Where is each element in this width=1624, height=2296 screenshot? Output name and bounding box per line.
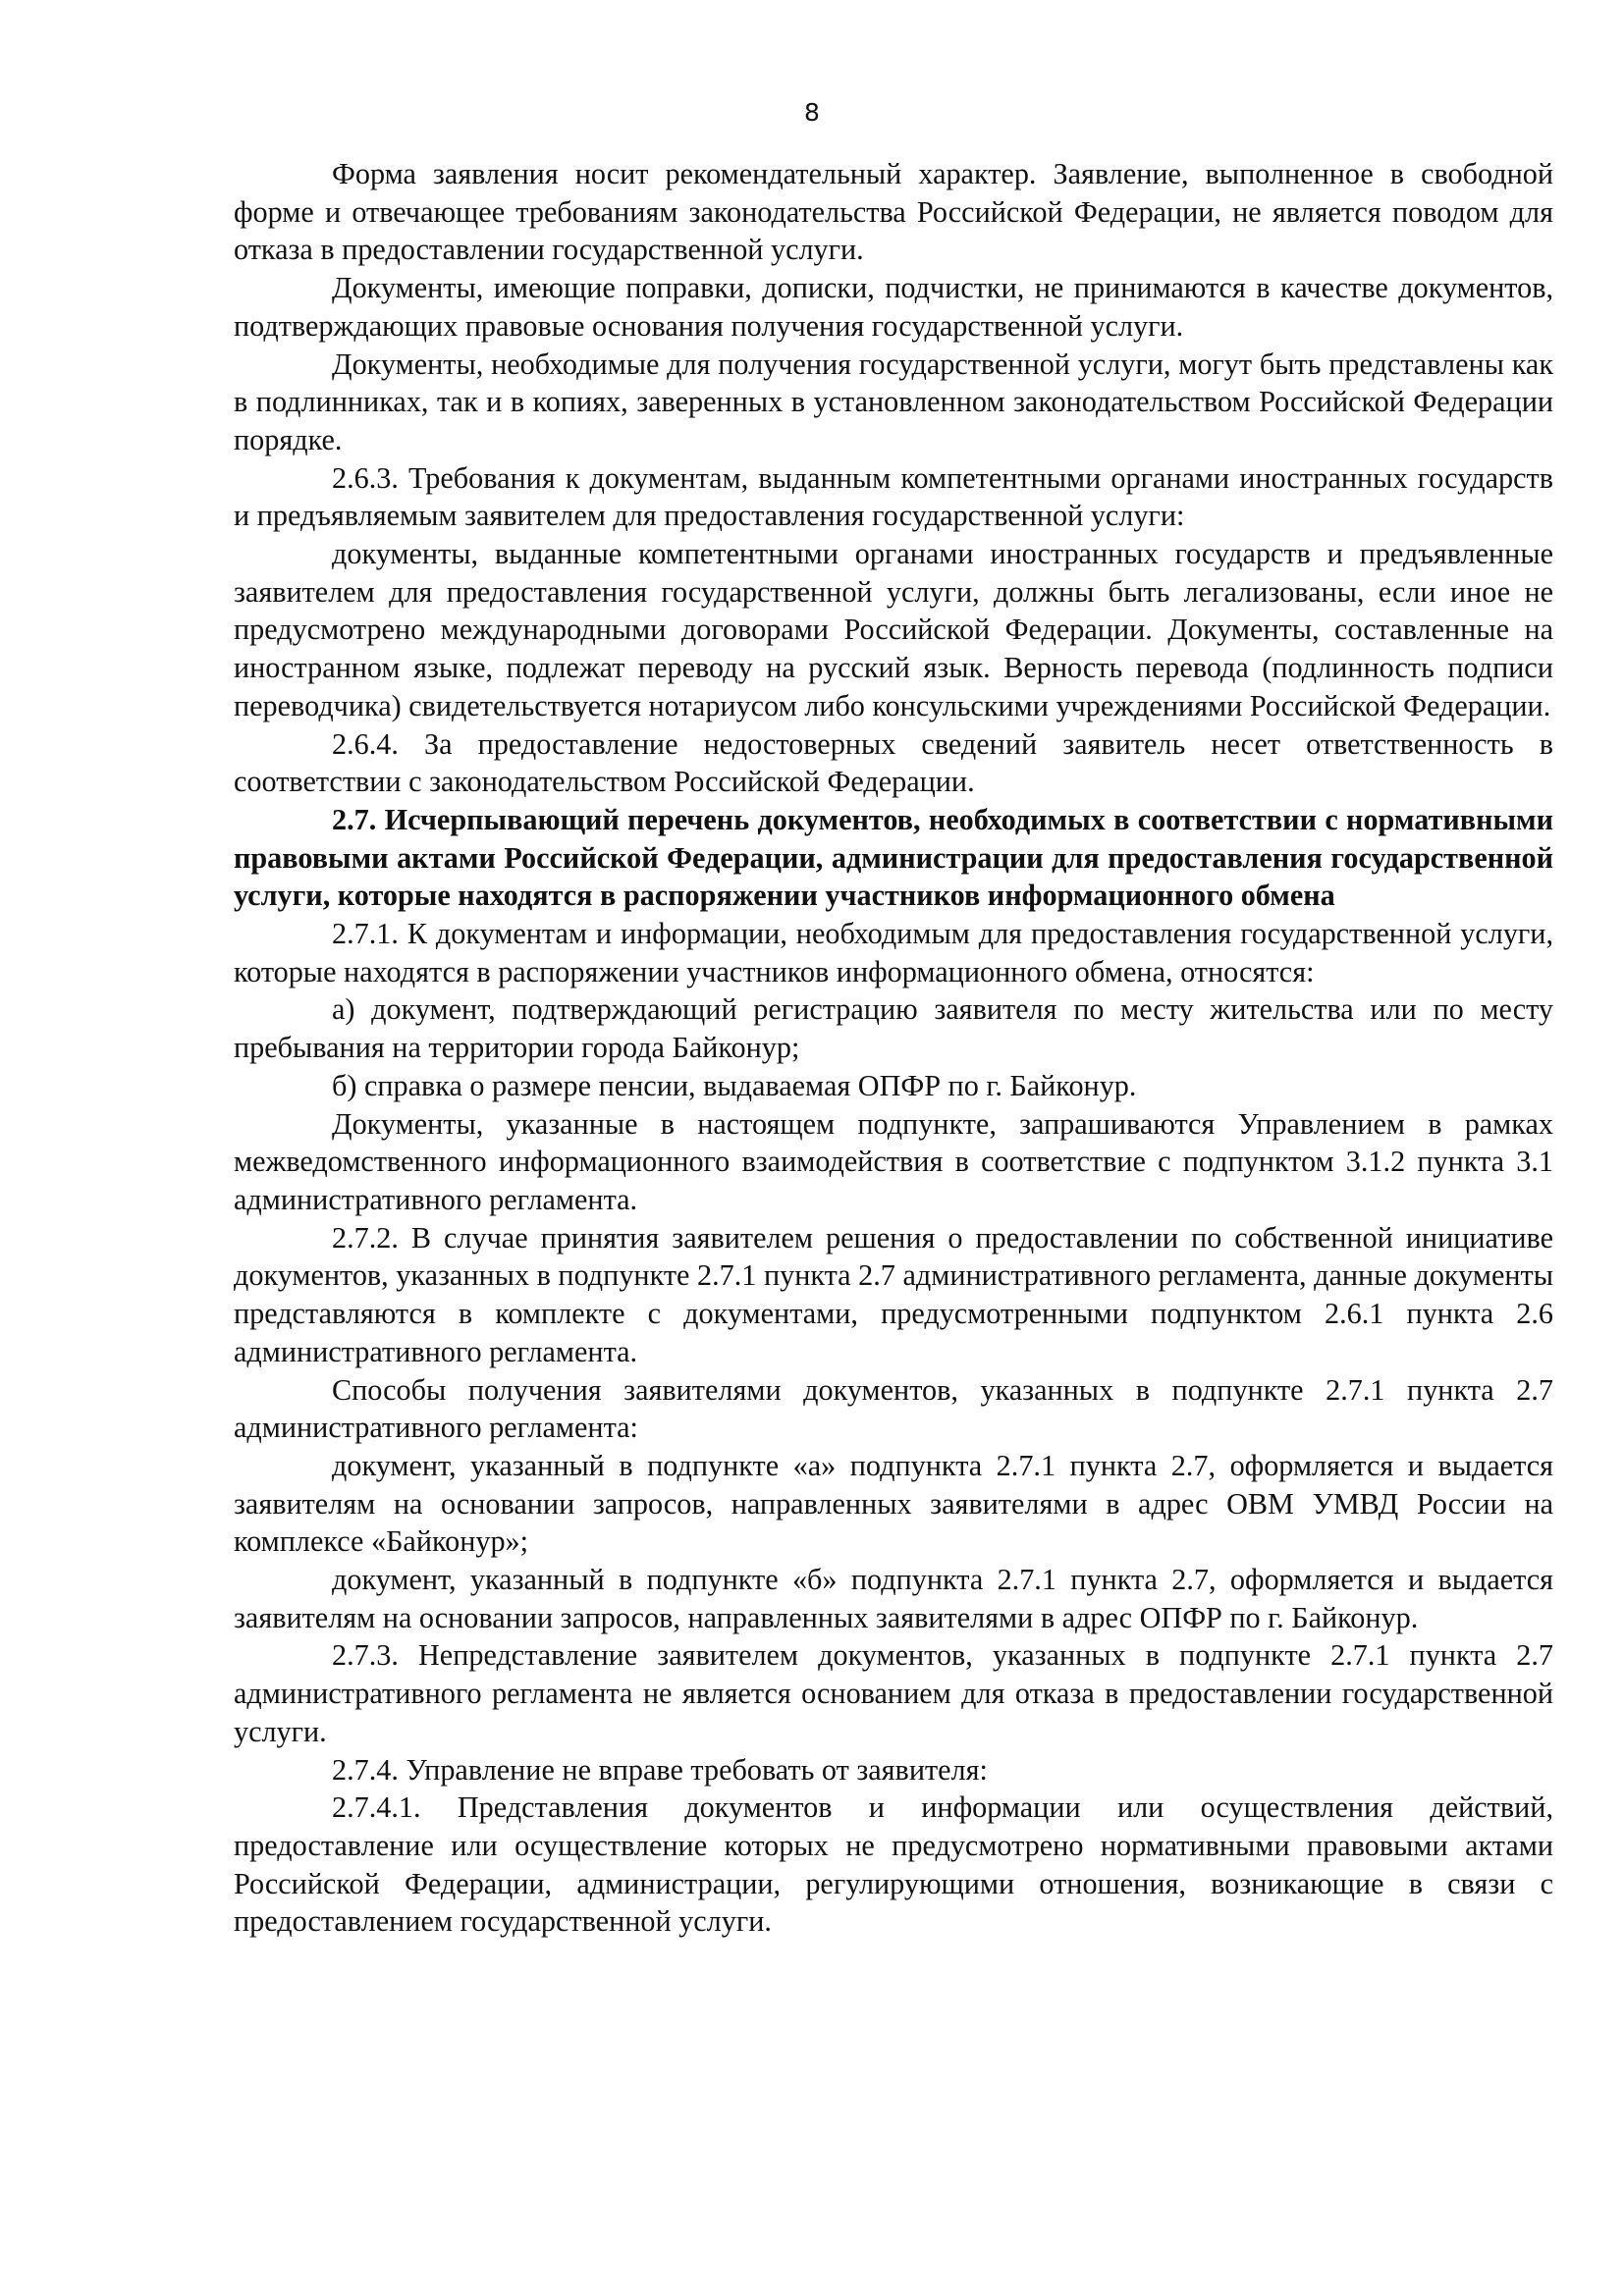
- paragraph-document-b: документ, указанный в подпункте «б» подпункта 2.7.1 пункта 2.7, оформляется и выдается заявителям на основании запросов, направленных заявителями в адрес ОПФР по г. Байконур.: [234, 1563, 1553, 1634]
- paragraph-2-7-3: 2.7.3. Непредставление заявителем документов, указанных в подпункте 2.7.1 пункта 2.7 административного регламента не является основанием для отказа в предоставлении государственной услуги.: [234, 1638, 1553, 1748]
- paragraph-2-6-3: 2.6.3. Требования к документам, выданным компетентными органами иностранных государств и предъявляемым заявителем для предоставления государственной услуги:: [234, 460, 1553, 533]
- paragraph-2-7-1: 2.7.1. К документам и информации, необходимым для предоставления государственной услуги, которые находятся в распоряжении участников информационного обмена, относятся:: [234, 917, 1553, 988]
- section-heading-2-7: 2.7. Исчерпывающий перечень документов, необходимых в соответствии с нормативными правовыми актами Российской Федерации, администрации для предоставления государственной услуги, которые находятся в распоряжении участников информационного обмена: [234, 802, 1553, 913]
- document-body: [234, 155, 1553, 1941]
- paragraph-2-7-2: 2.7.2. В случае принятия заявителем решения о предоставлении по собственной инициативе документов, указанных в подпункте 2.7.1 пункта 2.7 административного регламента, данные документы представляются в комплекте с документами, предусмотренными подпунктом 2.6.1 пункта 2.6 административного регламента.: [234, 1220, 1553, 1368]
- paragraph-document-a: документ, указанный в подпункте «а» подпункта 2.7.1 пункта 2.7, оформляется и выдается заявителям на основании запросов, направленных заявителями в адрес ОВМ УМВД России на комплексе «Байконур»;: [234, 1448, 1553, 1559]
- paragraph-originals-copies: Документы, необходимые для получения государственной услуги, могут быть представлены как в подлинниках, так и в копиях, заверенных в установленном законодательством Российской Федерации порядке.: [234, 347, 1553, 456]
- paragraph-2-7-4-1: 2.7.4.1. Представления документов и информации или осуществления действий, предоставление или осуществление которых не предусмотрено нормативными правовыми актами Российской Федерации, администрации, регулирующими отношения, возникающие в связи с предоставлением государственной услуги.: [234, 1790, 1553, 1939]
- paragraph-interagency-request: Документы, указанные в настоящем подпункте, запрашиваются Управлением в рамках межведомственного информационного взаимодействия в соответствие с подпунктом 3.1.2 пункта 3.1 административного регламента.: [234, 1106, 1553, 1216]
- paragraph-foreign-documents: документы, выданные компетентными органами иностранных государств и предъявленные заявителем для предоставления государственной услуги, должны быть легализованы, если иное не предусмотрено международными договорами Российской Федерации. Документы, составленные на иностранном языке, подлежат переводу на русский язык. Верность перевода (подлинность подписи переводчика) свидетельствуется нотариусом либо консульскими учреждениями Российской Федерации.: [234, 537, 1553, 722]
- paragraph-obtaining-methods: Способы получения заявителями документов, указанных в подпункте 2.7.1 пункта 2.7 административного регламента:: [234, 1372, 1553, 1445]
- list-item-b: б) справка о размере пенсии, выдаваемая ОПФР по г. Байконур.: [332, 1068, 1137, 1102]
- paragraph-application-form: Форма заявления носит рекомендательный характер. Заявление, выполненное в свободной форме и отвечающее требованиям законодательства Российской Федерации, не является поводом для отказа в предоставлении государственной услуги.: [234, 157, 1553, 267]
- paragraph-corrected-documents: Документы, имеющие поправки, дописки, подчистки, не принимаются в качестве документов, подтверждающих правовые основания получения государственной услуги.: [234, 271, 1553, 343]
- list-item-a: а) документ, подтверждающий регистрацию заявителя по месту жительства или по месту пребывания на территории города Байконур;: [234, 992, 1553, 1065]
- paragraph-2-7-4: 2.7.4. Управление не вправе требовать от заявителя:: [332, 1752, 988, 1787]
- page-number: 8: [804, 98, 820, 127]
- paragraph-2-6-4: 2.6.4. За предоставление недостоверных сведений заявитель несет ответственность в соответствии с законодательством Российской Федерации.: [234, 726, 1553, 799]
